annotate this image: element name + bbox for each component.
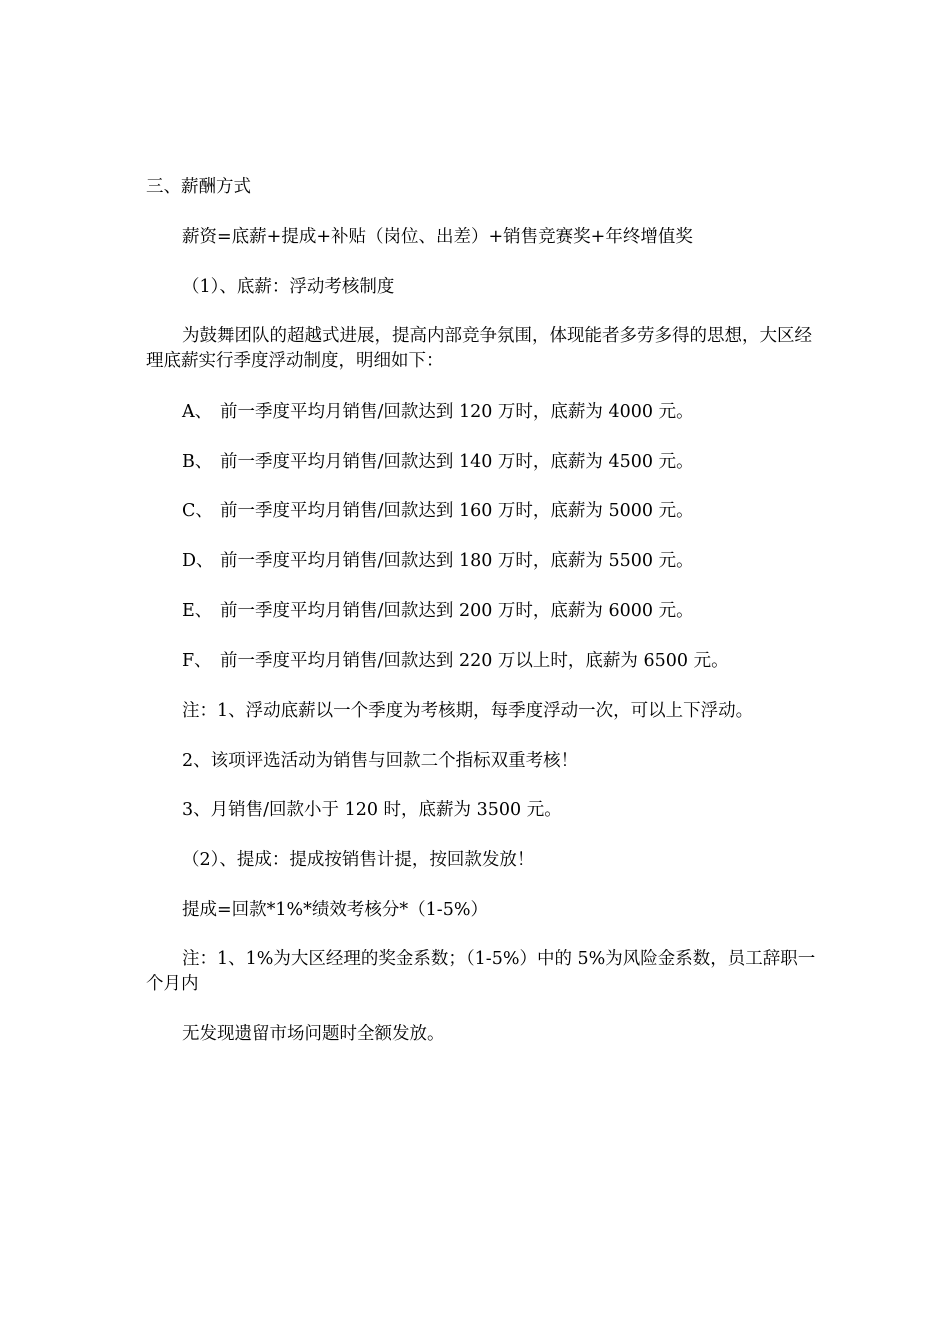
tier-text: 前一季度平均月销售/回款达到 180 万时，底薪为 5500 元。: [220, 551, 694, 571]
note-1: 注：1、浮动底薪以一个季度为考核期，每季度浮动一次，可以上下浮动。: [182, 701, 754, 721]
tier-item-c: [182, 499, 822, 523]
tier-letter: C、: [182, 501, 213, 521]
note-2: 2、该项评选活动为销售与回款二个指标双重考核！: [182, 751, 579, 771]
commission-note-end: 无发现遗留市场问题时全额发放。: [182, 1024, 445, 1044]
salary-formula: 薪资=底薪+提成+补贴（岗位、出差）+销售竞赛奖+年终增值奖: [182, 227, 693, 247]
tier-letter: D、: [182, 551, 214, 571]
commission-note: 注：1、1%为大区经理的奖金系数；（1-5%）中的 5%为风险金系数，员工辞职一个月内: [146, 949, 816, 994]
note-3: 3、月销售/回款小于 120 时，底薪为 3500 元。: [182, 800, 562, 820]
tier-item-e: [182, 599, 822, 623]
tier-letter: B、: [182, 452, 213, 472]
section-heading: 三、薪酬方式: [146, 177, 251, 197]
tier-letter: A、: [182, 402, 213, 422]
tier-text: 前一季度平均月销售/回款达到 220 万以上时，底薪为 6500 元。: [220, 651, 729, 671]
tier-item-a: [182, 400, 822, 424]
tier-text: 前一季度平均月销售/回款达到 140 万时，底薪为 4500 元。: [220, 452, 694, 472]
intro-paragraph: 为鼓舞团队的超越式进展，提高内部竞争氛围，体现能者多劳多得的思想，大区经理底薪实行季度浮动制度，明细如下：: [146, 326, 812, 371]
tier-text: 前一季度平均月销售/回款达到 160 万时，底薪为 5000 元。: [220, 501, 694, 521]
commission-title: （2）、提成：提成按销售计提，按回款发放！: [182, 850, 535, 870]
tier-letter: E、: [182, 601, 213, 621]
tier-text: 前一季度平均月销售/回款达到 120 万时，底薪为 4000 元。: [220, 402, 694, 422]
tier-text: 前一季度平均月销售/回款达到 200 万时，底薪为 6000 元。: [220, 601, 694, 621]
commission-formula: 提成=回款*1%*绩效考核分*（1-5%）: [182, 900, 488, 920]
tier-letter: F、: [182, 651, 212, 671]
tier-item-b: [182, 450, 822, 474]
base-salary-title: （1）、底薪：浮动考核制度: [182, 277, 395, 297]
tier-item-f: [182, 649, 822, 673]
tier-item-d: [182, 549, 822, 573]
